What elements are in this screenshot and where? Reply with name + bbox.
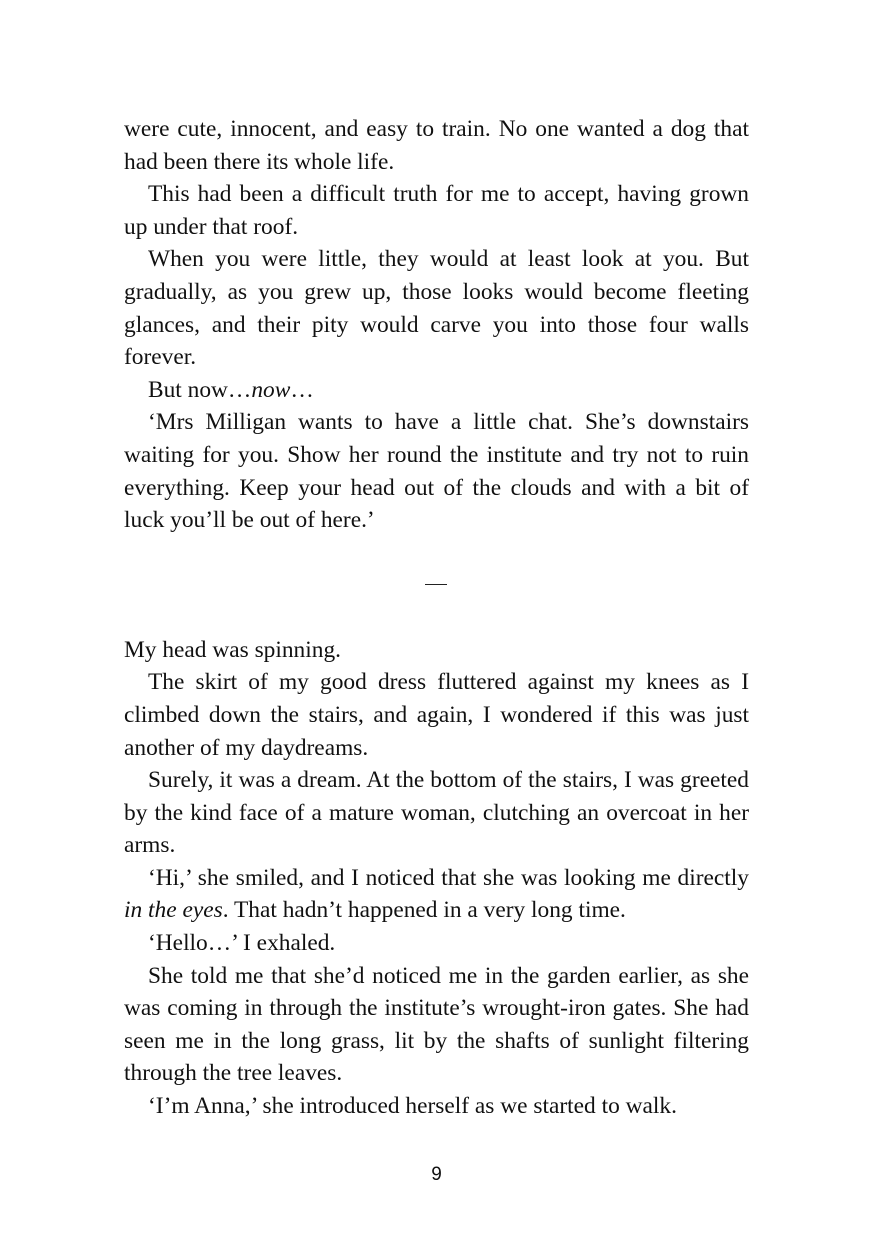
text-run: . That hadn’t happened in a very long time. [222,897,626,924]
page-number: 9 [431,1164,442,1185]
text-run: When you were little, they would at least look at you. But gradually, as you grew up, those looks would become fleeting glances, and their pity would carve you into those four walls forever. [124,246,749,371]
text-run: … [290,376,314,403]
text-run: Surely, it was a dream. At the bottom of the stairs, I was greeted by the kind face of a mature woman, clutching an overcoat in her arms. [124,767,749,859]
paragraph [124,960,749,1090]
text-run: ‘Hi,’ she smiled, and I noticed that she was looking me directly [148,864,749,891]
text-section-after-break [124,634,749,1123]
text-run: But now… [148,376,252,403]
paragraph [124,862,749,927]
paragraph [124,178,749,243]
section-break-rule [425,584,447,586]
text-run: ‘I’m Anna,’ she introduced herself as we started to walk. [148,1093,677,1120]
paragraph [124,634,749,667]
paragraph [124,406,749,536]
section-break [124,537,749,634]
text-run: ‘Mrs Milligan wants to have a little chat. She’s downstairs waiting for you. Show her round the institute and try not to ruin everything. Keep your head out of the clouds and with a bit of luck you’ll be out of here.’ [124,409,749,534]
text-run: The skirt of my good dress fluttered against my knees as I climbed down the stairs, and again, I wondered if this was just another of my daydreams. [124,669,749,761]
italic-text: now [251,376,291,403]
paragraph [124,1090,749,1123]
text-run: ‘Hello…’ I exhaled. [148,930,336,957]
text-section-before-break [124,113,749,537]
text-run: She told me that she’d noticed me in the garden earlier, as she was coming in through the institute’s wrought-iron gates. She had seen me in the long grass, lit by the shafts of sunlight filtering through the tree leaves. [124,962,749,1087]
page-body [124,113,749,1123]
text-run: were cute, innocent, and easy to train. No one wanted a dog that had been there its whole life. [124,116,749,175]
text-run: This had been a difficult truth for me to accept, having grown up under that roof. [124,181,749,240]
paragraph [124,374,749,407]
paragraph [124,243,749,373]
paragraph [124,113,749,178]
italic-text: in the eyes [124,897,223,924]
paragraph [124,764,749,862]
paragraph [124,666,749,764]
text-run: My head was spinning. [124,636,341,663]
paragraph [124,927,749,960]
